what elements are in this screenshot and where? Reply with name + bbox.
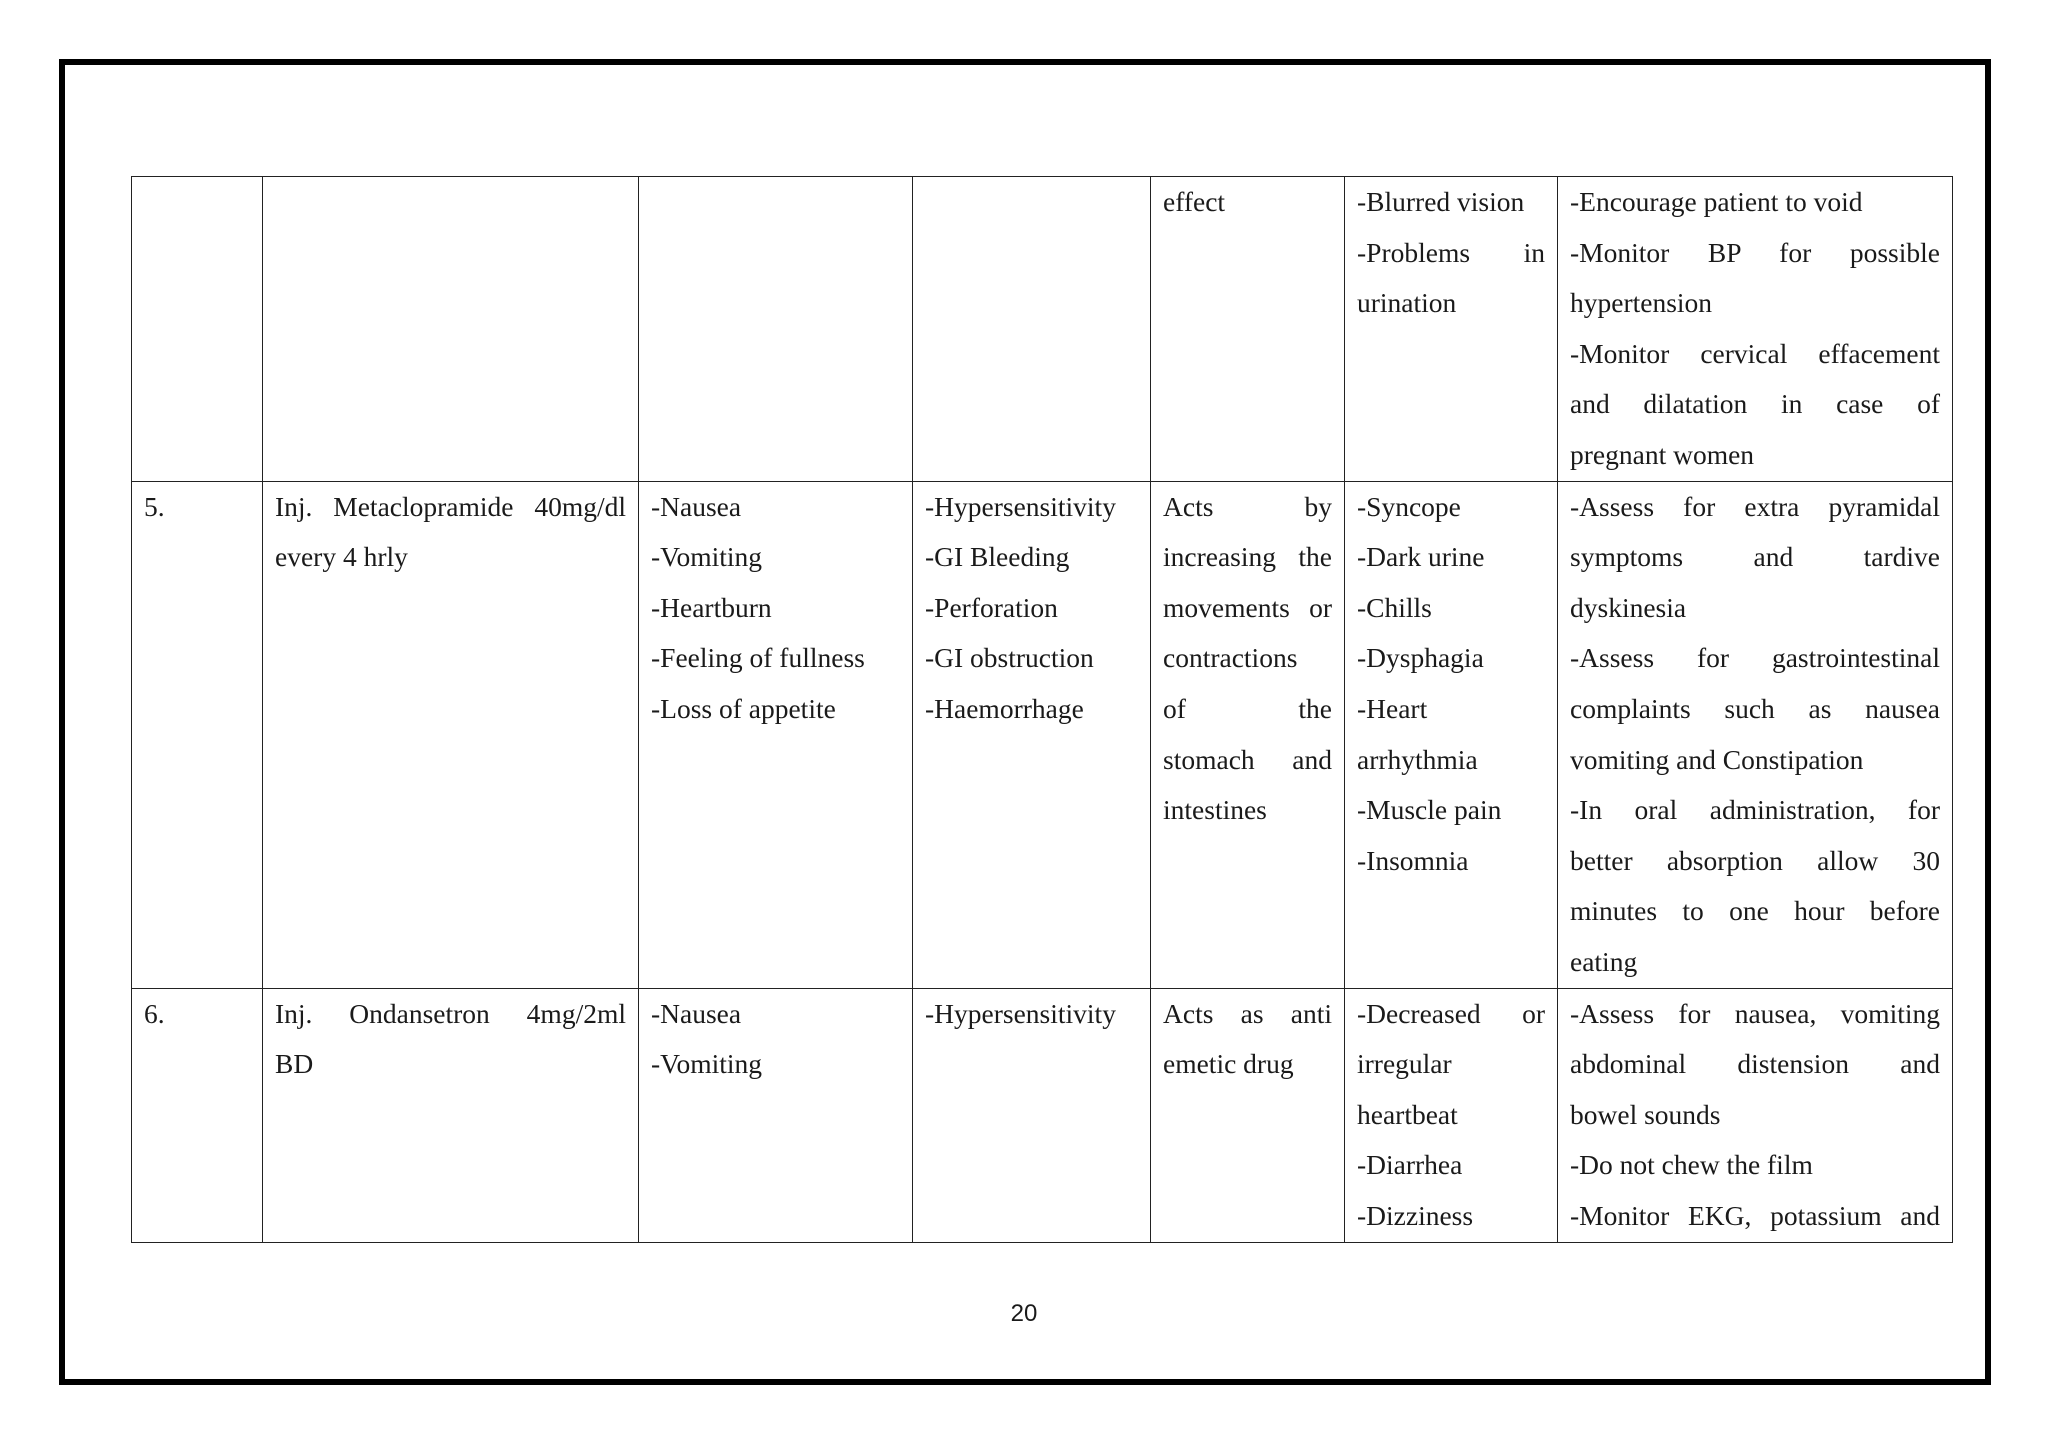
cell-line: -Muscle pain: [1357, 794, 1502, 826]
cell-line: -Dysphagia: [1357, 642, 1484, 674]
cell-line: arrhythmia: [1357, 743, 1478, 775]
cell-line: Acts by: [1163, 490, 1332, 522]
cell-line: -Monitor EKG, potassium and: [1570, 1199, 1940, 1231]
cell-line: -In oral administration, for: [1570, 794, 1940, 826]
cell-line: increasing the: [1163, 541, 1332, 573]
serial-cell: 6.: [132, 988, 263, 1242]
indications-cell: [639, 988, 913, 1242]
cell-line: -Encourage patient to void: [1570, 186, 1863, 217]
cell-line: -GI Bleeding: [925, 541, 1070, 573]
side-effects-cell: [1345, 988, 1558, 1242]
cell-line: -Monitor BP for possible: [1570, 236, 1940, 268]
action-cell: [1151, 988, 1345, 1242]
cell-line: better absorption allow 30: [1570, 844, 1940, 876]
cell-line: heartbeat: [1357, 1098, 1458, 1130]
cell-line: emetic drug: [1163, 1048, 1294, 1080]
cell-line: symptoms and tardive: [1570, 541, 1940, 573]
contraindications-cell: [913, 988, 1151, 1242]
cell-line: -GI obstruction: [925, 642, 1094, 674]
drug-cell: [263, 481, 639, 988]
cell-line: hypertension: [1570, 287, 1713, 319]
cell-line: -Perforation: [925, 591, 1058, 623]
drug-table: [131, 176, 1953, 1243]
cell-line: -Feeling of fullness: [651, 642, 865, 674]
cell-line: -Assess for nausea, vomiting: [1570, 997, 1940, 1029]
action-cell: [1151, 177, 1345, 482]
side-effects-cell: [1345, 177, 1558, 482]
cell-line: eating: [1570, 945, 1638, 977]
cell-line: -Blurred vision: [1357, 186, 1525, 217]
indications-cell: [639, 481, 913, 988]
side-effects-cell: [1345, 481, 1558, 988]
cell-line: bowel sounds: [1570, 1098, 1721, 1130]
page-number: 20: [1010, 1300, 1038, 1327]
cell-line: complaints such as nausea: [1570, 692, 1940, 724]
cell-line: contractions: [1163, 642, 1298, 674]
cell-line: -Problems in: [1357, 236, 1545, 268]
cell-line: dyskinesia: [1570, 591, 1687, 623]
cell-line: stomach and: [1163, 743, 1332, 775]
cell-line: -Hypersensitivity: [925, 997, 1116, 1029]
cell-line: -Do not chew the film: [1570, 1149, 1813, 1181]
table-row: [132, 988, 1953, 1242]
cell-line: -Insomnia: [1357, 844, 1469, 876]
cell-line: -Diarrhea: [1357, 1149, 1463, 1181]
cell-line: Inj. Ondansetron 4mg/2ml: [275, 997, 626, 1029]
cell-line: Acts as anti: [1163, 997, 1332, 1029]
table-row: [132, 177, 1953, 482]
cell-line: -Decreased or: [1357, 997, 1545, 1029]
cell-line: urination: [1357, 287, 1457, 319]
cell-line: Inj. Metaclopramide 40mg/dl: [275, 490, 626, 522]
cell-line: -Loss of appetite: [651, 692, 836, 724]
cell-line: movements or: [1163, 591, 1332, 623]
indications-cell: [639, 177, 913, 482]
cell-line: -Haemorrhage: [925, 692, 1084, 724]
cell-line: -Nausea: [651, 997, 742, 1029]
serial-cell: 5.: [132, 481, 263, 988]
nursing-cell: [1558, 988, 1953, 1242]
table-row: [132, 481, 1953, 988]
cell-line: of the: [1163, 692, 1332, 724]
cell-line: -Chills: [1357, 591, 1432, 623]
contraindications-cell: [913, 481, 1151, 988]
cell-line: -Monitor cervical effacement: [1570, 337, 1940, 369]
cell-line: BD: [275, 1048, 314, 1080]
cell-line: effect: [1163, 186, 1226, 217]
cell-line: irregular: [1357, 1048, 1452, 1080]
cell-line: -Vomiting: [651, 541, 763, 573]
cell-line: -Nausea: [651, 490, 742, 522]
cell-line: -Assess for gastrointestinal: [1570, 642, 1940, 674]
cell-line: vomiting and Constipation: [1570, 743, 1864, 775]
action-cell: [1151, 481, 1345, 988]
cell-line: pregnant women: [1570, 438, 1755, 470]
cell-line: -Assess for extra pyramidal: [1570, 490, 1940, 522]
cell-line: minutes to one hour before: [1570, 895, 1940, 927]
cell-line: -Heart: [1357, 692, 1428, 724]
cell-line: -Dark urine: [1357, 541, 1485, 573]
cell-line: every 4 hrly: [275, 541, 408, 573]
serial-cell: [132, 177, 263, 482]
nursing-cell: [1558, 177, 1953, 482]
nursing-cell: [1558, 481, 1953, 988]
contraindications-cell: [913, 177, 1151, 482]
drug-cell: [263, 988, 639, 1242]
cell-line: -Hypersensitivity: [925, 490, 1116, 522]
drug-cell: [263, 177, 639, 482]
cell-line: -Vomiting: [651, 1048, 763, 1080]
cell-line: abdominal distension and: [1570, 1048, 1940, 1080]
cell-line: -Dizziness: [1357, 1199, 1474, 1231]
cell-line: -Syncope: [1357, 490, 1461, 522]
cell-line: and dilatation in case of: [1570, 388, 1940, 420]
cell-line: -Heartburn: [651, 591, 772, 623]
cell-line: intestines: [1163, 794, 1267, 826]
